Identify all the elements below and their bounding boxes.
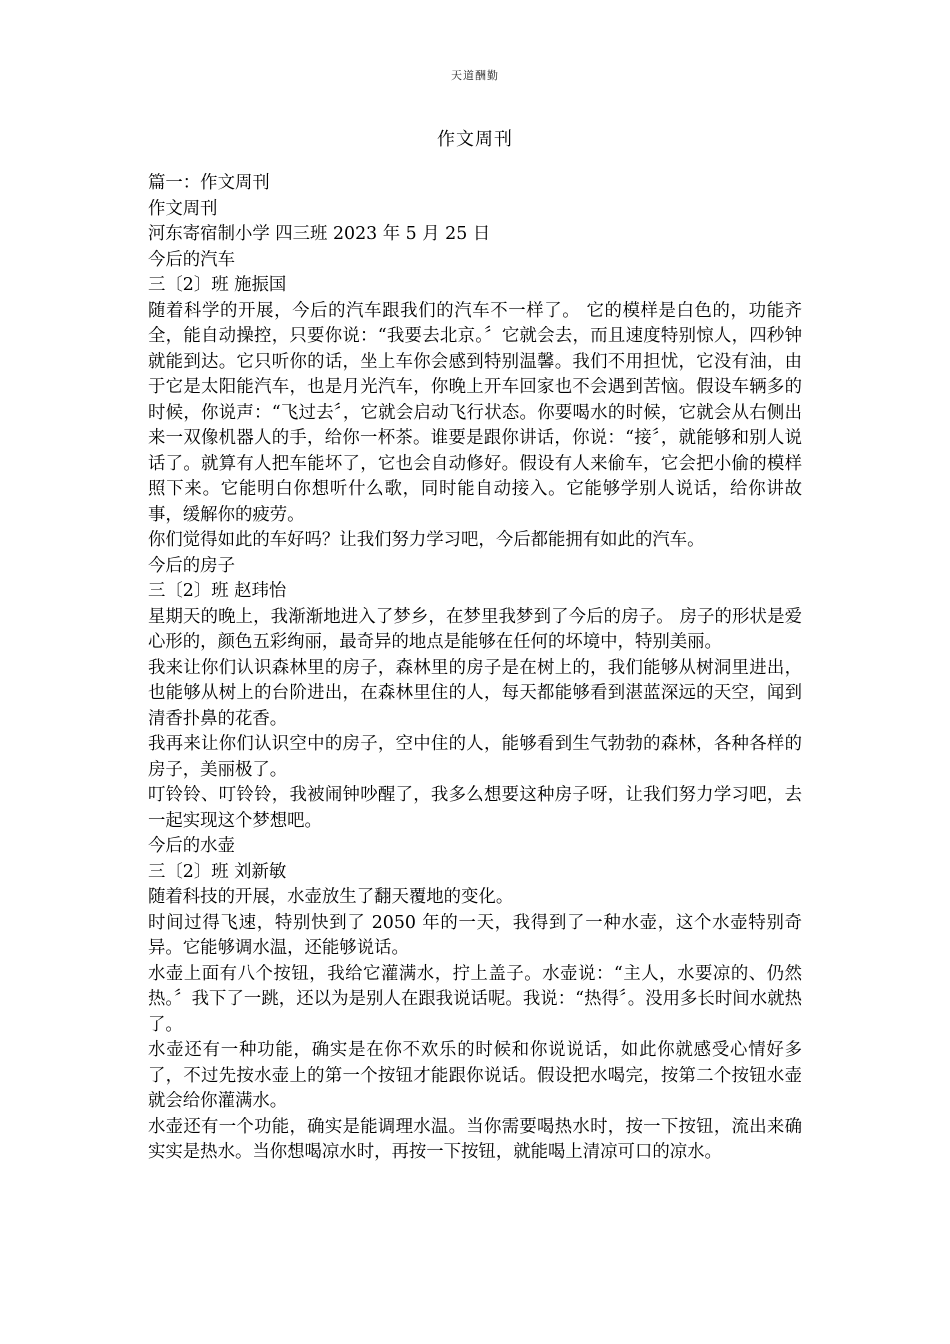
paragraph: 我来让你们认识森林里的房子，森林里的房子是在树上的，我们能够从树洞里进出，也能够从树上的台阶进出，在森林里住的人，每天都能够看到湛蓝深远的天空，闻到清香扑鼻的花香。: [148, 657, 802, 729]
paragraph: 星期天的晚上，我渐渐地进入了梦乡，在梦里我梦到了今后的房子。 房子的形状是爱心形的，颜色五彩绚丽，最奇异的地点是能够在任何的坏境中，特别美丽。: [148, 606, 802, 652]
essay-author: 三〔2〕班 刘新敏: [148, 861, 287, 882]
paragraph: 随着科学的开展，今后的汽车跟我们的汽车不一样了。 它的模样是白色的，功能齐全，能自动操控，只要你说：“我要去北京。〞它就会去，而且速度特别惊人，四秒钟就能到达。它只听你的话，坐上车你会感到特别温馨。我们不用担忧，它没有油，由于它是太阳能汽车，也是月光汽车，你晚上开车回家也不会遇到苦恼。假设车辆多的时候，你说声：“飞过去〞，它就会启动飞行状态。你要喝水的时候，它就会从右侧出来一双像机器人的手，给你一杯茶。谁要是跟你讲话，你说：“接〞，就能够和别人说话了。就算有人把车能坏了，它也会自动修好。假设有人来偷车，它会把小偷的模样照下来。它能明白你想听什么歌，同时能自动接入。它能够学别人说话，给你讲故事，缓解你的疲劳。: [148, 300, 802, 525]
essay-title: 今后的水壶: [148, 836, 235, 856]
paragraph: 水壶上面有八个按钮，我给它灌满水，拧上盖子。水壶说：“主人，水要凉的、仍然热。〞我下了一跳，还以为是别人在跟我说话呢。我说：“热得〞。没用多长时间水就热了。: [148, 963, 802, 1035]
document-body: [148, 171, 802, 1166]
essay-title: 今后的汽车: [148, 249, 235, 270]
paragraph: 叮铃铃、叮铃铃，我被闹钟吵醒了，我多么想要这种房子呀，让我们努力学习吧，去一起实现这个梦想吧。: [148, 785, 802, 831]
document-title: 作文周刊: [437, 129, 513, 150]
essay-author: 三〔2〕班 赵玮怡: [148, 581, 287, 601]
paragraph: 时间过得飞速，特别快到了 2050 年的一天，我得到了一种水壶，这个水壶特别奇异。它能够调水温，还能够说话。: [148, 912, 802, 958]
paragraph: 水壶还有一种功能，确实是在你不欢乐的时候和你说说话，如此你就感受心情好多了，不过先按水壶上的第一个按钮才能跟你说话。假设把水喝完，按第二个按钮水壶就会给你灌满水。: [148, 1040, 802, 1111]
page-header: 天道酬勤: [451, 69, 499, 82]
paragraph: 我再来让你们认识空中的房子，空中住的人，能够看到生气勃勃的森林，各种各样的房子，美丽极了。: [148, 734, 802, 780]
paragraph: 你们觉得如此的车好吗？让我们努力学习吧，今后都能拥有如此的汽车。: [148, 530, 705, 550]
essay-title: 今后的房子: [148, 555, 235, 576]
issue-info: 河东寄宿制小学 四三班 2023 年 5 月 25 日: [148, 224, 491, 244]
essay-author: 三〔2〕班 施振国: [148, 275, 287, 295]
paragraph: 水壶还有一个功能，确实是能调理水温。当你需要喝热水时，按一下按钮，流出来确实实是热水。当你想喝凉水时，再按一下按钮，就能喝上清凉可口的凉水。: [148, 1116, 802, 1162]
paragraph: 随着科技的开展，水壶放生了翻天覆地的变化。: [148, 887, 514, 907]
newsletter-title: 作文周刊: [148, 198, 218, 219]
section-heading: 篇一：作文周刊: [148, 173, 270, 193]
